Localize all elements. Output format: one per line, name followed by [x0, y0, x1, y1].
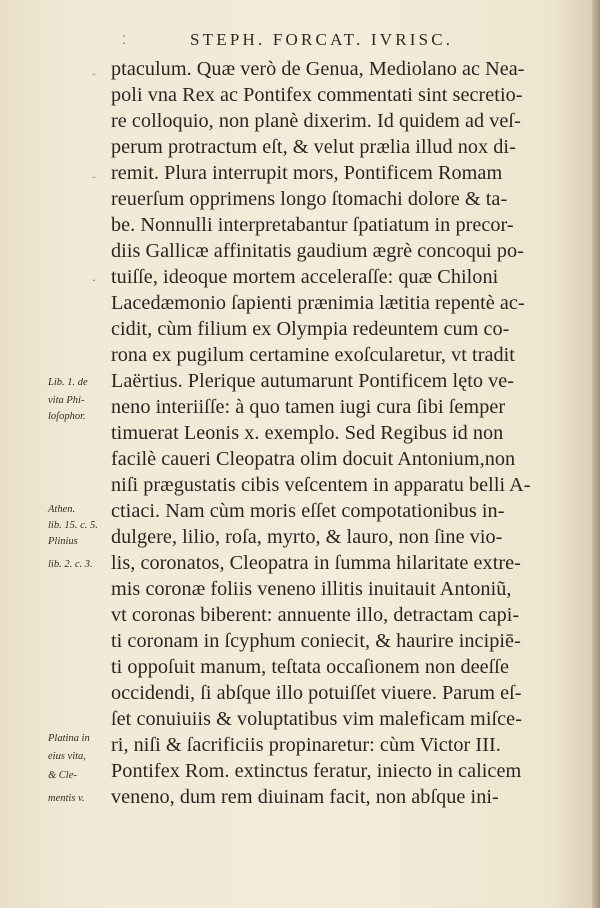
gutter-mark: ˇ	[92, 72, 96, 84]
margin-note: mentis v.	[48, 793, 85, 804]
text-line: occidendi, ſi abſque illo potuiſſet viuere. Parum eſ-	[111, 682, 522, 704]
text-line: ri, niſi & ſacrificiis propinaretur: cùm Victor III.	[111, 734, 501, 756]
text-line: mis coronæ foliis veneno illitis inuitauit Antoniũ,	[111, 578, 512, 600]
margin-note: & Cle-	[48, 769, 77, 781]
text-line: dulgere, lilio, roſa, myrto, & lauro, non ſine vio-	[111, 526, 503, 548]
margin-note: lib. 15. c. 5.	[48, 520, 98, 531]
margin-note: Athen.	[48, 504, 76, 516]
text-line: cidit, cùm filium ex Olympia redeuntem cum co-	[111, 318, 510, 340]
text-line: remit. Plura interrupit mors, Pontificem Romam	[111, 162, 503, 184]
text-line: lis, coronatos, Cleopatra in ſumma hilaritate extre-	[111, 552, 521, 574]
text-line: re colloquio, non planè dixerim. Id quidem ad veſ-	[111, 110, 521, 132]
margin-note: lib. 2. c. 3.	[48, 559, 93, 570]
margin-note: vita Phi-	[48, 395, 85, 407]
margin-note: Lib. 1. de	[48, 377, 88, 388]
text-line: Pontifex Rom. extinctus feratur, iniecto in calicem	[111, 760, 522, 782]
text-line: veneno, dum rem diuinam facit, non abſque ini-	[111, 786, 499, 808]
text-line: Lacedæmonio ſapienti prænimia lætitia repentè ac-	[111, 292, 525, 314]
text-line: ptaculum. Quæ verò de Genua, Mediolano ac Nea-	[111, 58, 525, 80]
text-line: vt coronas biberent: annuente illo, detractam capi-	[111, 604, 520, 626]
text-line: reuerſum opprimens longo ſtomachi dolore & ta-	[111, 188, 508, 210]
text-line: ſet conuiuiis & voluptatibus vim maleficam miſce-	[111, 708, 522, 730]
margin-note: Platina in	[48, 733, 90, 745]
page-edge-shadow	[592, 0, 600, 908]
text-line: perum protractum eſt, & velut prælia illud nox di-	[111, 136, 516, 158]
text-line: diis Gallicæ affinitatis gaudium ægrè concoqui po-	[111, 240, 524, 262]
text-line: neno interiiſſe: à quo tamen iugi cura ſibi ſemper	[111, 396, 506, 418]
text-line: ctiaci. Nam cùm moris eſſet compotationibus in-	[111, 500, 505, 522]
text-line: rona ex pugilum certamine exoſcularetur, vt tradit	[111, 344, 515, 366]
text-line: Laërtius. Plerique autumarunt Pontificem lęto ve-	[111, 370, 515, 392]
margin-note: Plinius	[48, 535, 78, 547]
text-line: timuerat Leonis x. exemplo. Sed Regibus id non	[111, 422, 504, 444]
text-line: facilè caueri Cleopatra olim docuit Antonium,non	[111, 448, 516, 470]
gutter-mark: ˇ	[92, 278, 96, 290]
text-line: poli vna Rex ac Pontifex commentati sint secretio-	[111, 84, 523, 106]
gutter-mark: ˇ	[92, 175, 96, 187]
text-line: ti coronam in ſcyphum coniecit, & haurire incipiē-	[111, 630, 521, 652]
running-head: STEPH. FORCAT. IVRISC.	[190, 30, 454, 49]
text-line: tuiſſe, ideoque mortem acceleraſſe: quæ Chiloni	[111, 266, 499, 288]
text-line: ti oppoſuit manum, teſtata occaſionem non deeſſe	[111, 656, 509, 678]
margin-note: eius vita,	[48, 751, 86, 763]
text-line: be. Nonnulli interpretabantur ſpatiatum in precor-	[111, 214, 514, 236]
margin-note: loſophor.	[48, 410, 86, 422]
text-line: niſi prægustatis cibis veſcentem in apparatu belli A-	[111, 474, 531, 496]
gutter-ornament: ⁚	[122, 33, 126, 47]
